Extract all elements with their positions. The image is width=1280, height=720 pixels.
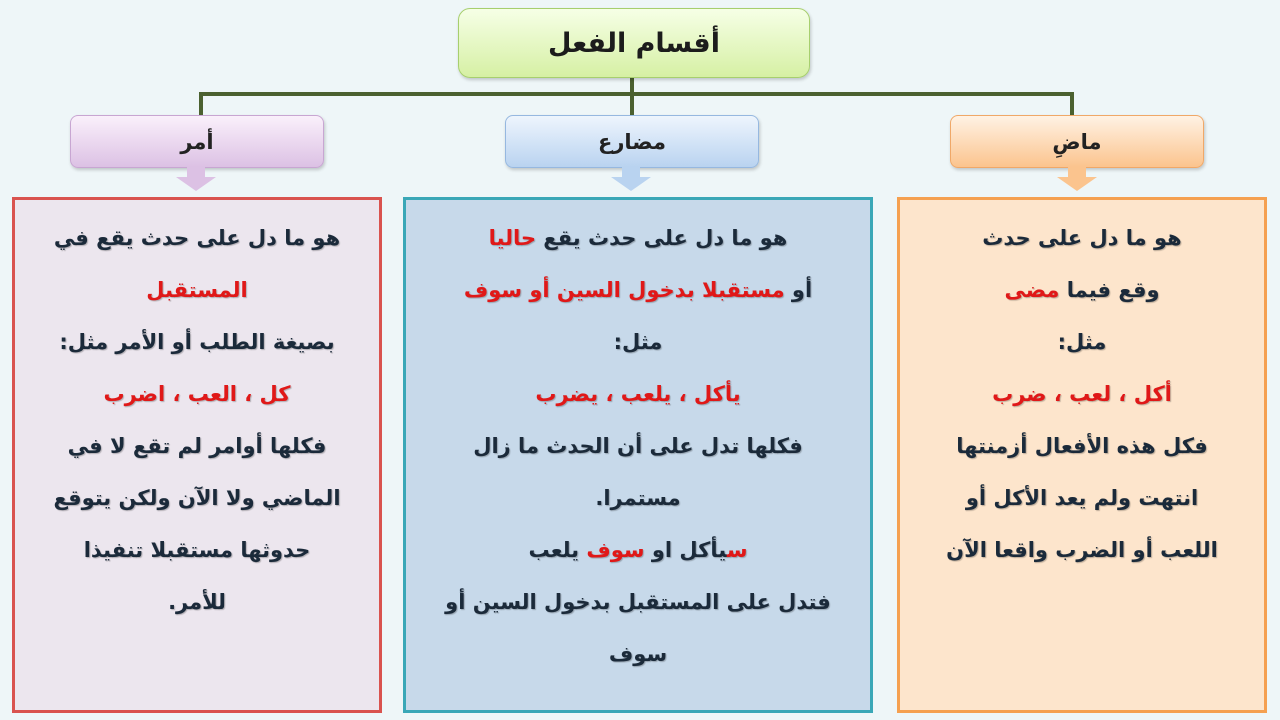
- body-text: هو ما دل على حدث يقع في: [53, 226, 341, 250]
- highlighted-text: مضى: [1004, 278, 1060, 302]
- text-line: [406, 576, 870, 628]
- text-line: [15, 368, 379, 420]
- highlighted-text: حاليا: [488, 226, 536, 250]
- connector-right: [1070, 92, 1074, 116]
- text-line: [900, 316, 1264, 368]
- connector-middle: [630, 76, 634, 116]
- highlighted-text: سوف: [586, 538, 645, 562]
- body-text: يأكل او: [644, 538, 727, 562]
- highlighted-text: أكل ، لعب ، ضرب: [992, 382, 1172, 406]
- diagram-title: أقسام الفعل: [458, 8, 810, 78]
- text-line: [15, 576, 379, 628]
- body-text: مستمرا.: [595, 486, 681, 510]
- text-line: [15, 472, 379, 524]
- highlighted-text: يأكل ، يلعب ، يضرب: [535, 382, 741, 406]
- body-text: فكلها أوامر لم تقع لا في: [67, 434, 327, 458]
- header-mudari: مضارع: [505, 115, 759, 168]
- box-madi: [897, 197, 1267, 713]
- text-line: [406, 524, 870, 576]
- text-line: [406, 420, 870, 472]
- text-line: [406, 212, 870, 264]
- text-line: [406, 628, 870, 680]
- body-text: فكلها تدل على أن الحدث ما زال: [473, 434, 803, 458]
- body-text: حدوثها مستقبلا تنفيذا: [83, 538, 311, 562]
- highlighted-text: س: [726, 538, 748, 562]
- text-line: [900, 212, 1264, 264]
- highlighted-text: مستقبلا بدخول السين أو سوف: [463, 278, 785, 302]
- highlighted-text: المستقبل: [146, 278, 248, 302]
- text-line: [900, 524, 1264, 576]
- text-line: [406, 264, 870, 316]
- body-text: بصيغة الطلب أو الأمر مثل:: [59, 330, 335, 354]
- header-amr: أمر: [70, 115, 324, 168]
- text-line: [900, 472, 1264, 524]
- body-text: هو ما دل على حدث: [982, 226, 1182, 250]
- body-text: هو ما دل على حدث يقع: [536, 226, 788, 250]
- body-text: اللعب أو الضرب واقعا الآن: [946, 538, 1218, 562]
- text-line: [900, 420, 1264, 472]
- body-text: وقع فيما: [1059, 278, 1160, 302]
- highlighted-text: كل ، العب ، اضرب: [103, 382, 291, 406]
- text-line: [406, 316, 870, 368]
- body-text: يلعب: [528, 538, 587, 562]
- text-line: [900, 264, 1264, 316]
- body-text: فكل هذه الأفعال أزمنتها: [956, 434, 1208, 458]
- body-text: مثل:: [1057, 330, 1107, 354]
- text-line: [406, 472, 870, 524]
- text-line: [15, 212, 379, 264]
- text-line: [406, 368, 870, 420]
- box-amr: [12, 197, 382, 713]
- text-line: [15, 264, 379, 316]
- body-text: للأمر.: [168, 590, 226, 614]
- text-line: [15, 420, 379, 472]
- text-line: [15, 316, 379, 368]
- header-madi: ماضِ: [950, 115, 1204, 168]
- body-text: سوف: [608, 642, 668, 666]
- body-text: فتدل على المستقبل بدخول السين أو: [445, 590, 831, 614]
- connector-horizontal: [199, 92, 1074, 96]
- body-text: مثل:: [613, 330, 663, 354]
- text-line: [15, 524, 379, 576]
- connector-left: [199, 92, 203, 116]
- body-text: أو: [784, 278, 813, 302]
- body-text: الماضي ولا الآن ولكن يتوقع: [53, 486, 341, 510]
- body-text: انتهت ولم يعد الأكل أو: [965, 486, 1199, 510]
- text-line: [900, 368, 1264, 420]
- box-mudari: [403, 197, 873, 713]
